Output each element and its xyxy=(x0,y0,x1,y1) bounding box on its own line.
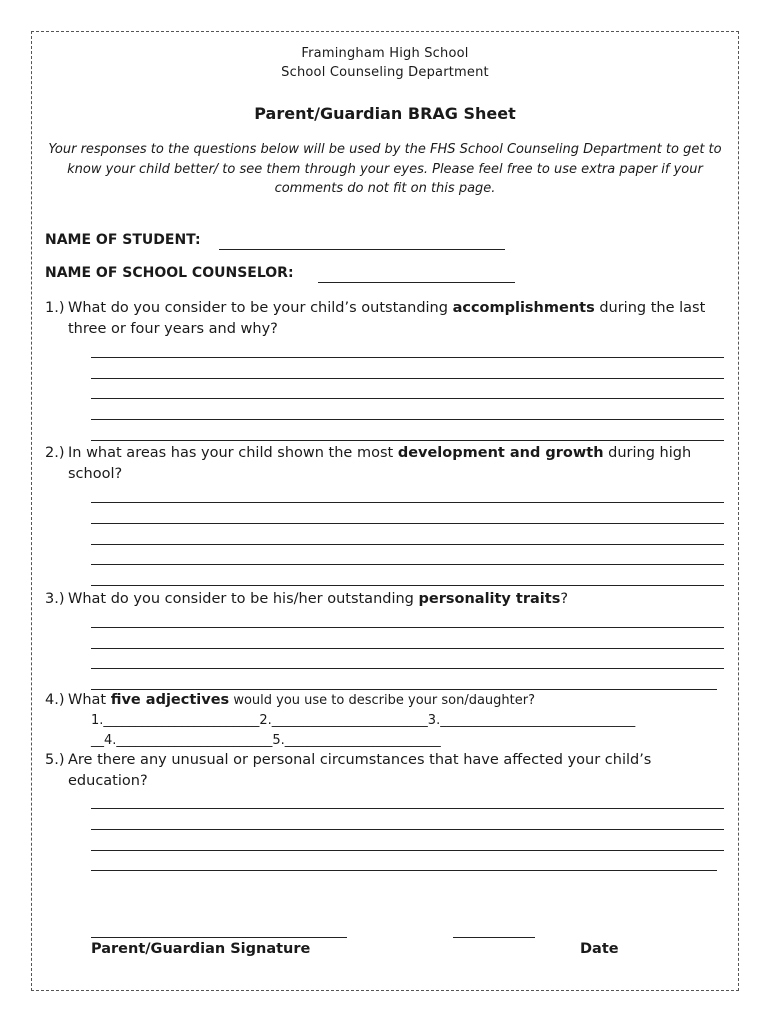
answer-line[interactable] xyxy=(91,398,724,399)
answer-line[interactable] xyxy=(91,523,724,524)
signature-line[interactable] xyxy=(91,937,347,938)
answer-line[interactable] xyxy=(91,502,724,503)
intro-text: Your responses to the questions below will be used by the FHS School Counseling Department to get to know your child better/ to see them through your eyes. Please feel free to use extra paper if your comments do not fit on this page. xyxy=(48,142,722,196)
question-number: 1.) xyxy=(45,300,65,316)
page-title: Parent/Guardian BRAG Sheet xyxy=(254,104,516,123)
answer-line[interactable] xyxy=(91,870,717,871)
adjectives-row-1[interactable]: 1.________________________2.________________________3.______________________________ xyxy=(91,713,636,728)
student-name-line[interactable] xyxy=(219,249,505,250)
answer-line[interactable] xyxy=(91,829,724,830)
answer-line[interactable] xyxy=(91,850,724,851)
student-name-label: NAME OF STUDENT: xyxy=(45,232,201,248)
question-number: 5.) xyxy=(45,752,65,768)
question-number: 2.) xyxy=(45,445,65,461)
date-label: Date xyxy=(580,941,619,957)
counselor-name-label: NAME OF SCHOOL COUNSELOR: xyxy=(45,265,294,281)
adjectives-row-2[interactable]: __4.________________________5.________________________ xyxy=(91,733,441,748)
date-line[interactable] xyxy=(453,937,535,938)
question-text: In what areas has your child shown the most development and growth during high school? xyxy=(68,445,692,482)
signature-label: Parent/Guardian Signature xyxy=(91,941,311,957)
answer-line[interactable] xyxy=(91,564,724,565)
answer-line[interactable] xyxy=(91,357,724,358)
question-text: What do you consider to be your child’s outstanding accomplishments during the last three or four years and why? xyxy=(68,300,706,337)
answer-line[interactable] xyxy=(91,668,724,669)
question-text: Are there any unusual or personal circumstances that have affected your child’s education? xyxy=(68,752,652,789)
answer-line[interactable] xyxy=(91,808,724,809)
answer-line[interactable] xyxy=(91,648,724,649)
question-text: What do you consider to be his/her outstanding personality traits? xyxy=(68,591,569,607)
department-name: School Counseling Department xyxy=(281,65,489,80)
answer-line[interactable] xyxy=(91,419,724,420)
question-text: What five adjectives would you use to describe your son/daughter? xyxy=(68,692,535,708)
question-number: 3.) xyxy=(45,591,65,607)
question-number: 4.) xyxy=(45,692,65,708)
counselor-name-line[interactable] xyxy=(318,282,515,283)
school-name: Framingham High School xyxy=(301,46,469,61)
answer-line[interactable] xyxy=(91,585,724,586)
answer-line[interactable] xyxy=(91,378,724,379)
answer-line[interactable] xyxy=(91,627,724,628)
answer-line[interactable] xyxy=(91,440,724,441)
answer-line[interactable] xyxy=(91,544,724,545)
